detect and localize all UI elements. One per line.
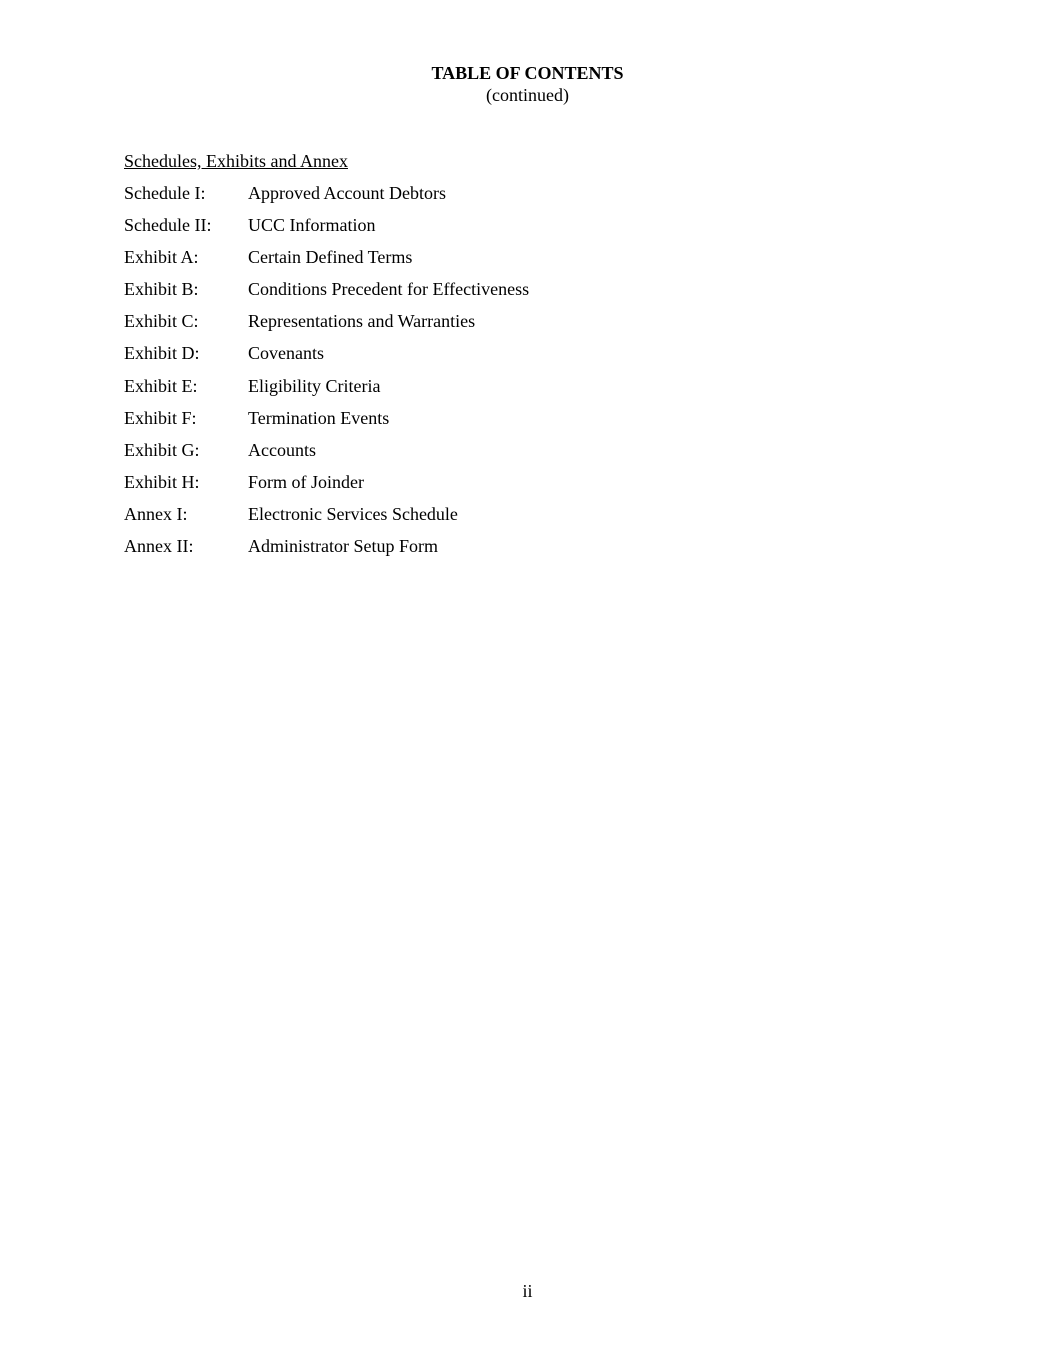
toc-entry-label: Exhibit A: bbox=[124, 247, 199, 268]
page-header bbox=[0, 62, 1055, 106]
toc-entry-title: Accounts bbox=[248, 439, 316, 460]
toc-entry-title: Eligibility Criteria bbox=[248, 375, 381, 396]
toc-entry-label: Exhibit E: bbox=[124, 375, 198, 396]
toc-list bbox=[124, 181, 529, 566]
toc-entry-title: Form of Joinder bbox=[248, 471, 364, 492]
toc-entry-label: Exhibit B: bbox=[124, 279, 199, 300]
toc-entry-title: UCC Information bbox=[248, 215, 376, 236]
toc-entry-label: Exhibit C: bbox=[124, 311, 199, 332]
toc-entry-label: Exhibit G: bbox=[124, 439, 200, 460]
toc-entry-exhibit-g bbox=[124, 438, 529, 470]
toc-entry-title: Conditions Precedent for Effectiveness bbox=[248, 279, 530, 300]
toc-entry-exhibit-b bbox=[124, 277, 529, 309]
section-heading: Schedules, Exhibits and Annex bbox=[124, 151, 348, 171]
page-title: TABLE OF CONTENTS bbox=[431, 63, 624, 83]
toc-entry-exhibit-f bbox=[124, 406, 529, 438]
toc-entry-label: Schedule I: bbox=[124, 183, 206, 203]
toc-entry-schedule-i bbox=[124, 181, 529, 213]
toc-entry-label: Annex I: bbox=[124, 503, 188, 524]
toc-entry-title: Approved Account Debtors bbox=[248, 183, 446, 203]
toc-entry-label: Exhibit F: bbox=[124, 407, 197, 428]
page-subtitle: (continued) bbox=[486, 85, 569, 105]
toc-entry-label: Annex II: bbox=[124, 536, 194, 557]
toc-entry-exhibit-c bbox=[124, 309, 529, 341]
toc-entry-label: Schedule II: bbox=[124, 215, 212, 236]
toc-section bbox=[124, 149, 529, 566]
toc-entry-label: Exhibit D: bbox=[124, 343, 200, 364]
toc-entry-title: Certain Defined Terms bbox=[248, 247, 413, 268]
toc-entry-title: Electronic Services Schedule bbox=[248, 503, 458, 524]
page-number: ii bbox=[522, 1281, 533, 1301]
toc-entry-title: Covenants bbox=[248, 343, 324, 364]
toc-entry-exhibit-e bbox=[124, 374, 529, 406]
toc-entry-exhibit-a bbox=[124, 245, 529, 277]
toc-entry-annex-i bbox=[124, 502, 529, 534]
toc-entry-annex-ii bbox=[124, 534, 529, 566]
toc-entry-label: Exhibit H: bbox=[124, 471, 200, 492]
toc-entry-exhibit-d bbox=[124, 341, 529, 373]
toc-entry-title: Termination Events bbox=[248, 407, 390, 428]
toc-entry-title: Representations and Warranties bbox=[248, 311, 476, 332]
toc-entry-schedule-ii bbox=[124, 213, 529, 245]
toc-entry-exhibit-h bbox=[124, 470, 529, 502]
toc-entry-title: Administrator Setup Form bbox=[248, 536, 438, 557]
